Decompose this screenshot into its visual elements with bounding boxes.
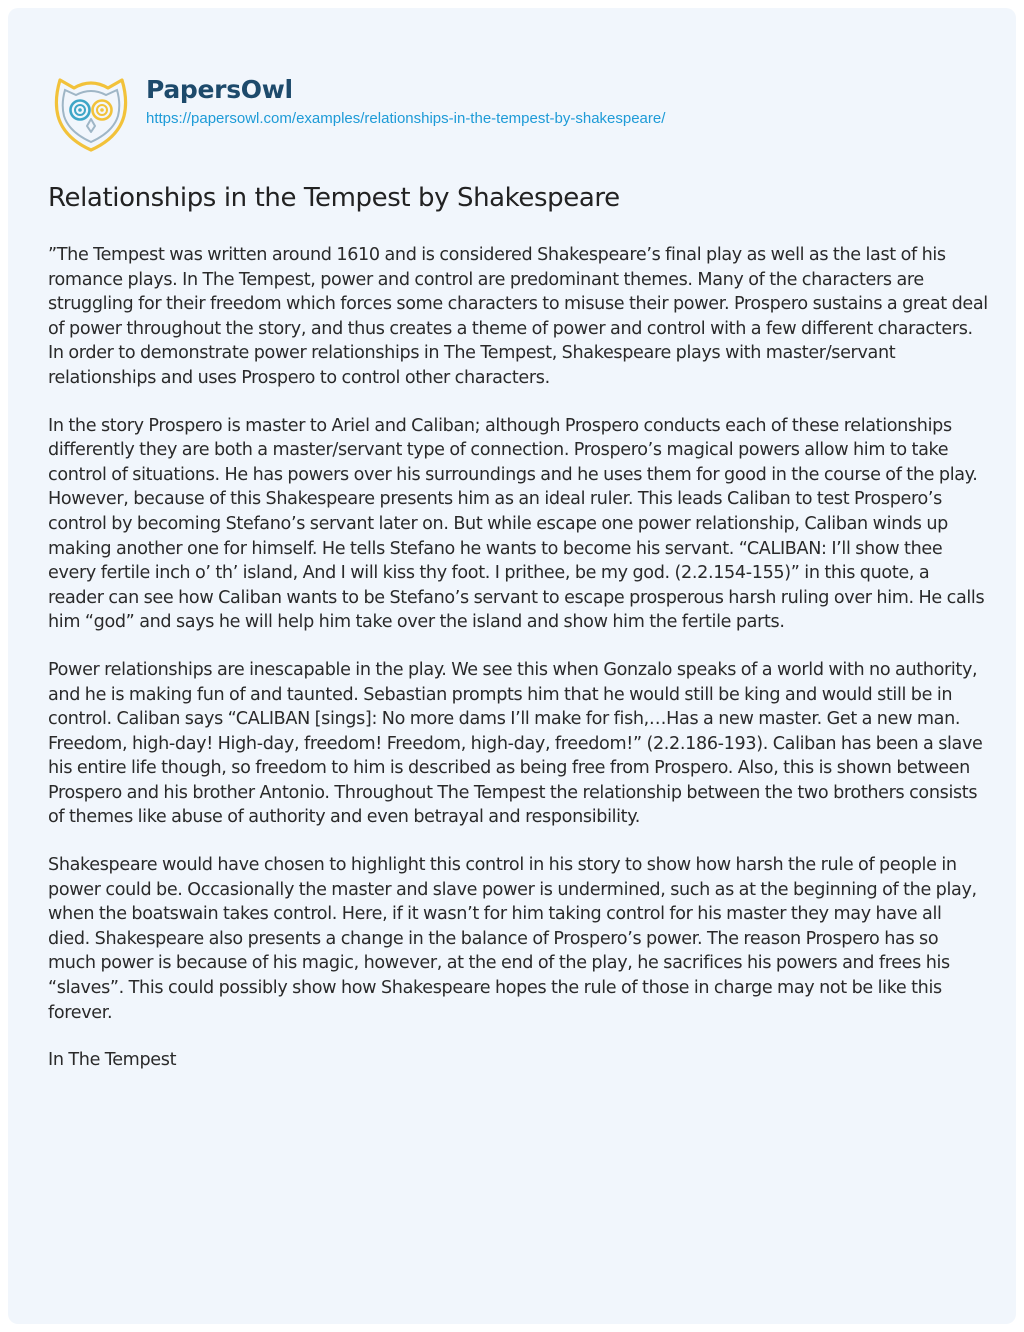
article-body bbox=[48, 243, 988, 1096]
paragraph-5: In The Tempest bbox=[48, 1050, 177, 1071]
paragraph-4: Shakespeare would have chosen to highlight this control in his story to show how harsh the rule of people in power could be. Occasionally the master and slave power is undermined, such as at the beginning of the play, when the boatswain takes control. Here, if it wasn’t for him taking control for his master they may have all died. Shakespeare also presents a change in the balance of Prospero’s power. The reason Prospero has so much power is because of his magic, however, at the end of the play, he sacrifices his powers and frees his “slaves”. This could possibly show how Shakespeare hopes the rule of those in charge may not be like this forever. bbox=[48, 855, 977, 1023]
brand-name: PapersOwl bbox=[146, 75, 293, 104]
site-header bbox=[50, 66, 665, 152]
page-title: Relationships in the Tempest by Shakespeare bbox=[48, 183, 620, 213]
source-url-link[interactable]: https://papersowl.com/examples/relationships-in-the-tempest-by-shakespeare/ bbox=[146, 110, 666, 127]
paragraph-2: In the story Prospero is master to Ariel and Caliban; although Prospero conducts each of these relationships differently they are both a master/servant type of connection. Prospero’s magical powers allow him to take control of situations. He has powers over his surroundings and he uses them for good in the course of the play. However, because of this Shakespeare presents him as an ideal ruler. This leads Caliban to test Prospero’s control by becoming Stefano’s servant later on. But while escape one power relationship, Caliban winds up making another one for himself. He tells Stefano he wants to become his servant. “CALIBAN: I’ll show thee every fertile inch o’ th’ island, And I will kiss thy foot. I prithee, be my god. (2.2.154-155)” in this quote, a reader can see how Caliban wants to be Stefano’s servant to escape prosperous harsh ruling over him. He calls him “god” and says he will help him take over the island and show him the fertile parts. bbox=[48, 415, 985, 633]
paragraph-1: ”The Tempest was written around 1610 and is considered Shakespeare’s final play as well as the last of his romance plays. In The Tempest, power and control are predominant themes. Many of the characters are struggling for their freedom which forces some characters to misuse their power. Prospero sustains a great deal of power throughout the story, and thus creates a theme of power and control with a few different characters. In order to demonstrate power relationships in The Tempest, Shakespeare plays with master/servant relationships and uses Prospero to control other characters. bbox=[48, 245, 988, 388]
brand-block bbox=[146, 75, 665, 129]
paragraph-3: Power relationships are inescapable in the play. We see this when Gonzalo speaks of a world with no authority, and he is making fun of and taunted. Sebastian prompts him that he would still be king and would still be in control. Caliban says “CALIBAN [sings]: No more dams I’ll make for fish,…Has a new master. Get a new man. Freedom, high-day! High-day, freedom! Freedom, high-day, freedom!” (2.2.186-193). Caliban has been a slave his entire life though, so freedom to him is described as being free from Prospero. Also, this is shown between Prospero and his brother Antonio. Throughout The Tempest the relationship between the two brothers consists of themes like abuse of authority and even betrayal and responsibility. bbox=[48, 659, 983, 828]
document-card bbox=[8, 8, 1016, 1324]
owl-logo-icon bbox=[48, 66, 134, 152]
